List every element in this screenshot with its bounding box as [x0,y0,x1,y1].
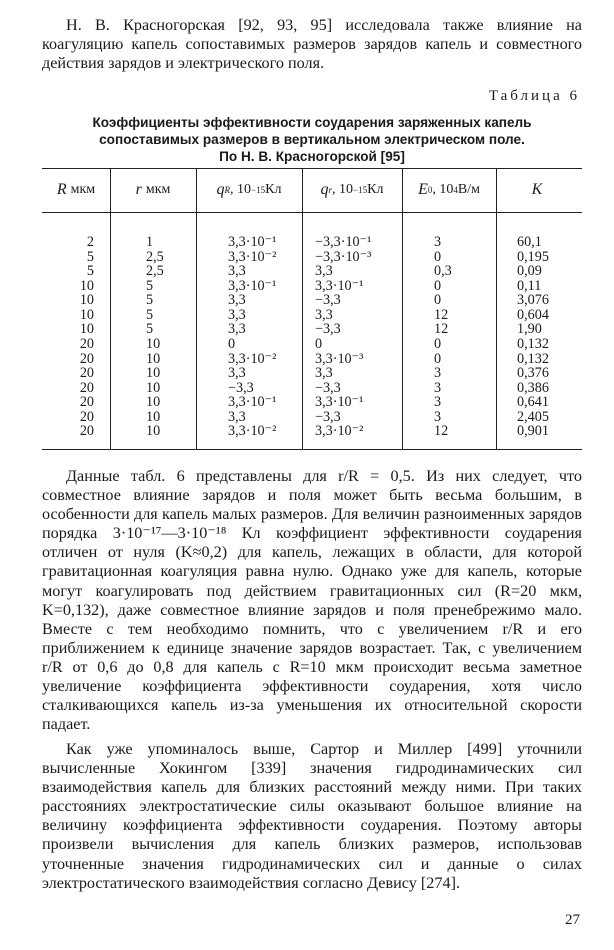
table-cell: 3,3·10⁻² [315,423,364,440]
header-r-symbol: r [135,181,142,198]
table-row [42,337,582,352]
table-cell: 10 [79,292,94,309]
table-cell: 10 [79,277,94,294]
table-cell: 0 [434,277,442,294]
table-cell: 3 [434,234,442,250]
header-E0-tail: В/м [457,182,480,197]
table-cell: 3 [434,408,442,425]
table-cell: 3 [434,394,442,411]
table-cell: 3,3 [228,292,246,309]
table-row [42,381,582,396]
table-top-rule [42,168,582,169]
table-cell: 0,195 [517,248,549,265]
table-cell: 0 [315,335,323,352]
table-cell: 10 [146,335,161,352]
table-cell: 0 [434,350,442,367]
table-cell: 60,1 [517,234,542,250]
table-row [42,293,582,308]
header-r-unit: мкм [145,182,171,197]
table-cell: 3,3·10⁻¹ [228,394,277,411]
table-bottom-rule [42,449,582,450]
table-cell: 0,604 [517,306,549,323]
table-cell: 0,386 [517,379,549,396]
table-cell: −3,3 [315,292,341,309]
table-cell: 3,3·10⁻¹ [315,394,364,411]
table-cell: 2,405 [517,408,549,425]
table-row [42,366,582,381]
table-cell: −3,3·10⁻³ [315,248,372,265]
table-row [42,322,582,337]
table-cell: 3,3·10⁻² [228,248,277,265]
header-qr-subscript: r [328,185,333,195]
table-cell: 3 [434,365,442,382]
header-E0-symbol: E [418,181,428,198]
table-cell: 3,076 [517,292,549,309]
table-cell: −3,3 [315,321,341,338]
table-cell: −3,3 [315,408,341,425]
header-qr-tail: Кл [367,182,384,197]
table-cell: 2 [86,234,94,250]
table-cell: 3 [434,379,442,396]
header-E0-unit: , 10 [432,182,454,197]
header-qr [302,179,402,201]
table-cell: 10 [146,365,161,382]
table-cell: 10 [146,379,161,396]
table-cell: 0 [434,248,442,265]
table-cell: 0 [434,292,442,309]
table-caption-line-3: По Н. В. Красногорской [95] [219,149,405,164]
header-E0-exponent: 4 [453,185,458,195]
table-cell: 20 [79,379,94,396]
table-cell: −3,3 [315,379,341,396]
table-cell: 0,132 [517,350,549,367]
header-K [496,179,582,201]
table-cell: 3,3 [228,365,246,382]
table-row [42,395,582,410]
table-cell: 1 [146,234,154,250]
table-cell: 10 [79,306,94,323]
table-header-rule [42,212,582,213]
header-qR [196,179,302,201]
table-cell: 0 [434,335,442,352]
table-cell: 10 [146,408,161,425]
header-R [42,179,110,201]
paragraph-2: Данные табл. 6 представлены для r/R = 0,5. Из них следует, что совместное влияние зарядов и поля может быть весьма большим, в особенности для капель малых размеров. Для величин разноименных зарядов порядка 3·10⁻¹⁷—3·10⁻¹⁸ Кл коэффициент эффективности соударения отличен от нуля (K≈0,2) для капель, лежащих в области, для которой гравитационная коагуляция равна нулю. Однако уже для капель, которые могут коагулировать под действием гравитационных сил (R=20 мкм, K=0,132), даже совместное влияние зарядов и поля пренебрежимо мало. Вместе с тем необходимо помнить, что с увеличением r/R и его приближением к единице значение зарядов возрастает. Так, с увеличением r/R от 0,6 до 0,8 для капель с R=10 мкм происходит весьма заметное увеличение коэффициента эффективности соударения, хотя число сталкивающихся капель из-за уменьшения их относительной скорости падает. [42,467,582,734]
table-cell: 10 [146,394,161,411]
table-cell: 20 [79,350,94,367]
table-cell: 3,3 [228,408,246,425]
table-cell: 0,11 [517,277,542,294]
table-cell: 1,90 [517,321,542,338]
table-body [42,235,582,439]
table-cell: 20 [79,423,94,440]
table-cell: 10 [146,423,161,440]
table-cell: 12 [434,306,449,323]
page-number: 27 [565,912,580,928]
table-cell: 20 [79,394,94,411]
table-cell: 0 [228,335,236,352]
table-row [42,308,582,323]
header-qR-exponent: −15 [251,185,266,195]
header-r [110,179,196,201]
header-qr-symbol: q [320,181,329,198]
table-row [42,235,582,250]
table-cell: −3,3 [228,379,254,396]
table-cell: 20 [79,408,94,425]
table-cell: 10 [146,350,161,367]
table-cell: 3,3 [228,321,246,338]
header-qR-tail: Кл [265,182,282,197]
table-cell: 3,3·10⁻¹ [228,234,277,250]
table-cell: 2,5 [146,248,164,265]
header-K-symbol: K [531,181,543,198]
header-qR-unit: , 10 [230,182,252,197]
table-cell: 3,3·10⁻² [228,423,277,440]
table-cell: 5 [146,292,154,309]
header-qr-exponent: −15 [353,185,368,195]
table-cell: 3,3·10⁻² [228,350,277,367]
table-cell: 12 [434,423,449,440]
table-cell: 3,3·10⁻¹ [315,277,364,294]
table-cell: 0,132 [517,335,549,352]
table-cell: 0,901 [517,423,549,440]
table-cell: 10 [79,321,94,338]
table-row [42,352,582,367]
table-label: Таблица 6 [488,88,580,104]
intro-paragraph: Н. В. Красногорская [92, 93, 95] исследовала также влияние на коагуляцию капель сопоставимых размеров зарядов капель и совместного действия зарядов и электрического поля. [42,16,582,73]
table-cell: 5 [146,277,154,294]
table-cell: 0,376 [517,365,549,382]
table-caption-line-1: Коэффициенты эффективности соударения заряженных капель [92,115,532,130]
table-cell: 3,3·10⁻¹ [228,277,277,294]
header-qr-unit: , 10 [332,182,354,197]
table-cell: 0,09 [517,263,542,280]
table-caption [42,114,582,165]
table-cell: 2,5 [146,263,164,280]
table-row [42,410,582,425]
table-row [42,279,582,294]
header-E0 [402,179,496,201]
table-cell: 12 [434,321,449,338]
header-R-unit: мкм [70,182,96,197]
table-row [42,264,582,279]
table-cell: −3,3·10⁻¹ [315,234,372,250]
table-cell: 20 [79,335,94,352]
table-cell: 3,3·10⁻³ [315,350,364,367]
table-cell: 0,3 [434,263,452,280]
table-cell: 3,3 [315,306,333,323]
table-cell: 5 [146,321,154,338]
header-qR-subscript: R [224,185,231,195]
table-caption-line-2: сопоставимых размеров в вертикальном электрическом поле. [99,132,525,147]
table-cell: 5 [86,248,94,265]
header-R-symbol: R [56,181,67,198]
paragraph-3: Как уже упоминалось выше, Сартор и Миллер [499] уточнили вычисленные Хокингом [339] значения гидродинамических сил взаимодействия капель для близких расстояний между ними. При таких расстояниях электростатические силы оказывают большое влияние на величину коэффициента эффективности соударения. Поэтому авторы произвели вычисления для капель близких размеров, использовав уточненные значения гидродинамических сил и данные о силах электростатического взаимодействия согласно Девису [274]. [42,740,582,892]
table-cell: 3,3 [315,365,333,382]
table-cell: 5 [86,263,94,280]
table-cell: 5 [146,306,154,323]
header-qR-symbol: q [216,181,225,198]
table-cell: 3,3 [315,263,333,280]
table-cell: 3,3 [228,306,246,323]
header-E0-subscript: 0 [427,185,433,195]
table-row [42,250,582,265]
table-cell: 20 [79,365,94,382]
table-cell: 0,641 [517,394,549,411]
table-cell: 3,3 [228,263,246,280]
table-row [42,424,582,439]
